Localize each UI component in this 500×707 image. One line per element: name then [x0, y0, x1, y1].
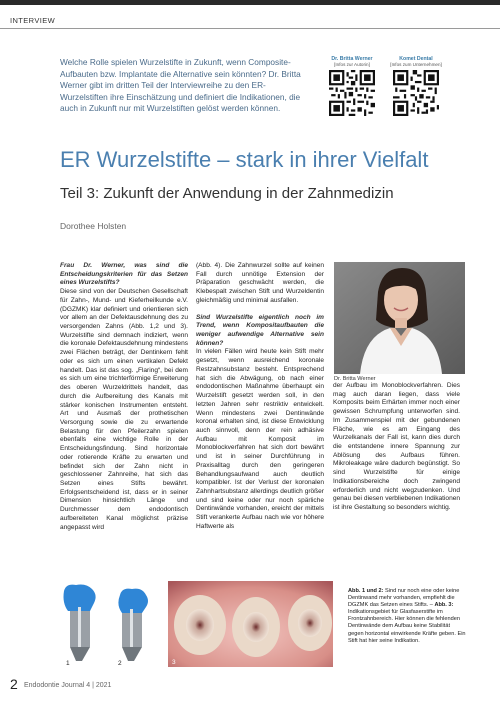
caption-bold: Abb. 1 und 2:	[348, 588, 384, 594]
figure-label-2: 2	[118, 660, 122, 667]
paragraph: (Abb. 4). Die Zahnwurzel sollte auf keinen Fall durch unnötige Extension der Präparation geschwächt werden, die Klebespalt zwischen Stift und Wurzeldentin gleichmäßig und minimal ausfallen.	[196, 262, 324, 304]
figure-caption	[348, 588, 466, 645]
clinical-photo	[168, 581, 333, 667]
intro-text: Welche Rolle spielen Wurzelstifte in Zukunft, wenn Composite-Aufbauten bzw. Implantate die Alternative sein könnten? Dr. Britta Werner gibt im dritten Teil der Interviewreihe zu den ER-Wurzelstiften ihre Einschätzung und definiert die Indikationen, die auch in Zukunft nur mit Wurzelstiften gelöst werden können.	[60, 57, 301, 114]
caption-text: Indikationsgebiet für Glasfaserstifte im Frontzahnbereich. Hier können die fehlenden Dentinwände dem Aufbau keine Stabilität gegen horizontal einwirkende Kräfte geben. Ein Stift hat hier seine Indikation.	[348, 609, 466, 644]
figure-label-3: 3	[172, 659, 176, 666]
header-strip	[0, 0, 500, 5]
page-footer	[10, 676, 490, 692]
figure-clinical-photo	[168, 581, 333, 667]
header-rule	[0, 28, 500, 29]
journal-name: Endodontie Journal 4 | 2021	[24, 682, 112, 689]
interview-question: Frau Dr. Werner, was sind die Entscheidungskriterien für das Setzen eines Wurzelstifts?	[60, 262, 188, 287]
portrait-image	[334, 262, 465, 374]
section-label: INTERVIEW	[10, 16, 56, 25]
header-bar	[0, 0, 500, 28]
qr-title: Komet Dental	[399, 56, 433, 62]
qr-subtitle: [Infos zur Autorin]	[334, 62, 370, 67]
page-number: 2	[10, 676, 18, 692]
article-title: ER Wurzelstifte – stark in ihrer Vielfalt	[60, 147, 429, 172]
figure-teeth-models	[60, 581, 164, 667]
interview-question: Sind Wurzelstifte eigentlich noch im Trend, wenn Kompositaufbauten die weniger aufwendige Alternative sein können?	[196, 313, 324, 347]
article-subtitle: Teil 3: Zukunft der Anwendung in der Zahnmedizin	[60, 185, 394, 202]
article-author: Dorothee Holsten	[60, 221, 127, 231]
qr-block-company[interactable]	[386, 56, 446, 116]
tooth-model-illustration	[60, 581, 164, 667]
text-column-3	[333, 382, 460, 513]
text-column-2	[196, 262, 324, 532]
text-column-1	[60, 262, 188, 532]
figure-label-1: 1	[66, 660, 70, 667]
qr-title: Dr. Britta Werner	[331, 56, 373, 62]
qr-block-author[interactable]	[322, 56, 382, 116]
photo-caption: Dr. Britta Werner	[334, 376, 376, 382]
interview-answer: In vielen Fällen wird heute kein Stift mehr gesetzt, wenn ausreichend koronale Restzahnsubstanz besteht. Entsprechend hat sich die Abwägung, ob nach einer endodontischen Maßnahme überhaupt ein Wurzelstift gesetzt werden soll, in den letzten Jahren sehr restriktiv entwickelt. Wenn mindestens zwei Dentinwände koronal erhalten sind, ist diese Entwicklung auch sinnvoll, denn der rein adhäsive Aufbau mit Komposit im Monoblockverfahren hat sich dort bewährt und ist in seiner Durchführung in Praxisalltag durch den geringeren Behandlungsaufwand auch deutlich kompatibler. Ist der Verlust der koronalen Zahnhartsubstanz allerdings deutlich größer und sind keine oder nur noch spärliche Dentinwände vorhanden, ereicht der mittels Stift verankerte Aufbau nach wie vor höhere Haftwerte als	[196, 348, 324, 530]
qr-code-icon[interactable]	[393, 70, 439, 116]
caption-bold: Abb. 3:	[434, 602, 454, 609]
interview-answer: Diese sind von der Deutschen Gesellschaft für Zahn-, Mund- und Kieferheilkunde e.V. (DGZMK) klar definiert und orientieren sich vor allem an der Defektausdehnung des zu versorgenden Zahns (Abb. 1,2 und 3). Wurzelstifte sind demnach indiziert, wenn die koronale Defektausdehnung mindestens zwei Flächen beträgt, der Dentinkern fehlt oder es sich um einen vertikalen Defekt handelt. Das ist das sog. „Flaring“, bei dem es sich um eine trichterförmige Erweiterung des oberen Wurzeldrittels handelt, das durch die Aufbereitung des Kanals mit stärker konischen Instrumenten entsteht. Art und Ausmaß der prothetischen Versorgung sowie die zu erwartende Belastung für den Pfeilerzahn spielen ebenfalls eine wichtige Rolle in der Entscheidungsfindung. Sind horizontale oder rotierende Kräfte zu erwarten und befindet sich der Zahn nicht in geschlossener Zahnreihe, hat sich das Setzen eines Stifts bewährt. Erfolgsentscheidend ist, dass er in seiner Dimension hinsichtlich Länge und Durchmesser dem endodontisch aufbereiteten Kanal möglichst präzise angepasst wird	[60, 288, 188, 531]
qr-subtitle: [Infos zum Unternehmen]	[390, 62, 442, 67]
caption-text: Sind nur noch eine oder keine Dentinwand mehr vorhanden, empfiehlt die DGZMK das Setzen eines Stifts. –	[348, 588, 460, 609]
portrait-photo	[334, 262, 465, 374]
qr-code-icon[interactable]	[329, 70, 375, 116]
paragraph: der Aufbau im Monoblockverfahren. Dies mag auch daran liegen, dass viele Komposits beim Erhärten immer noch einer gewissen Schrumpfung unterworfen sind. Im Zusammenspiel mit der gebundenen Fläche, wie es am Eingang des Wurzelkanals der Fall ist, kann dies durch die entstandene innere Spannung zur Ablösung des Aufbaus führen. Mikroleakage wäre dadurch begünstigt. So sind Wurzelstifte für einige Indikationsbereiche doch zwingend erforderlich und nicht wegzudenken. Und genau bei diesen verbliebenen Indikationen ist ihre Gestaltung so besonders wichtig.	[333, 382, 460, 512]
